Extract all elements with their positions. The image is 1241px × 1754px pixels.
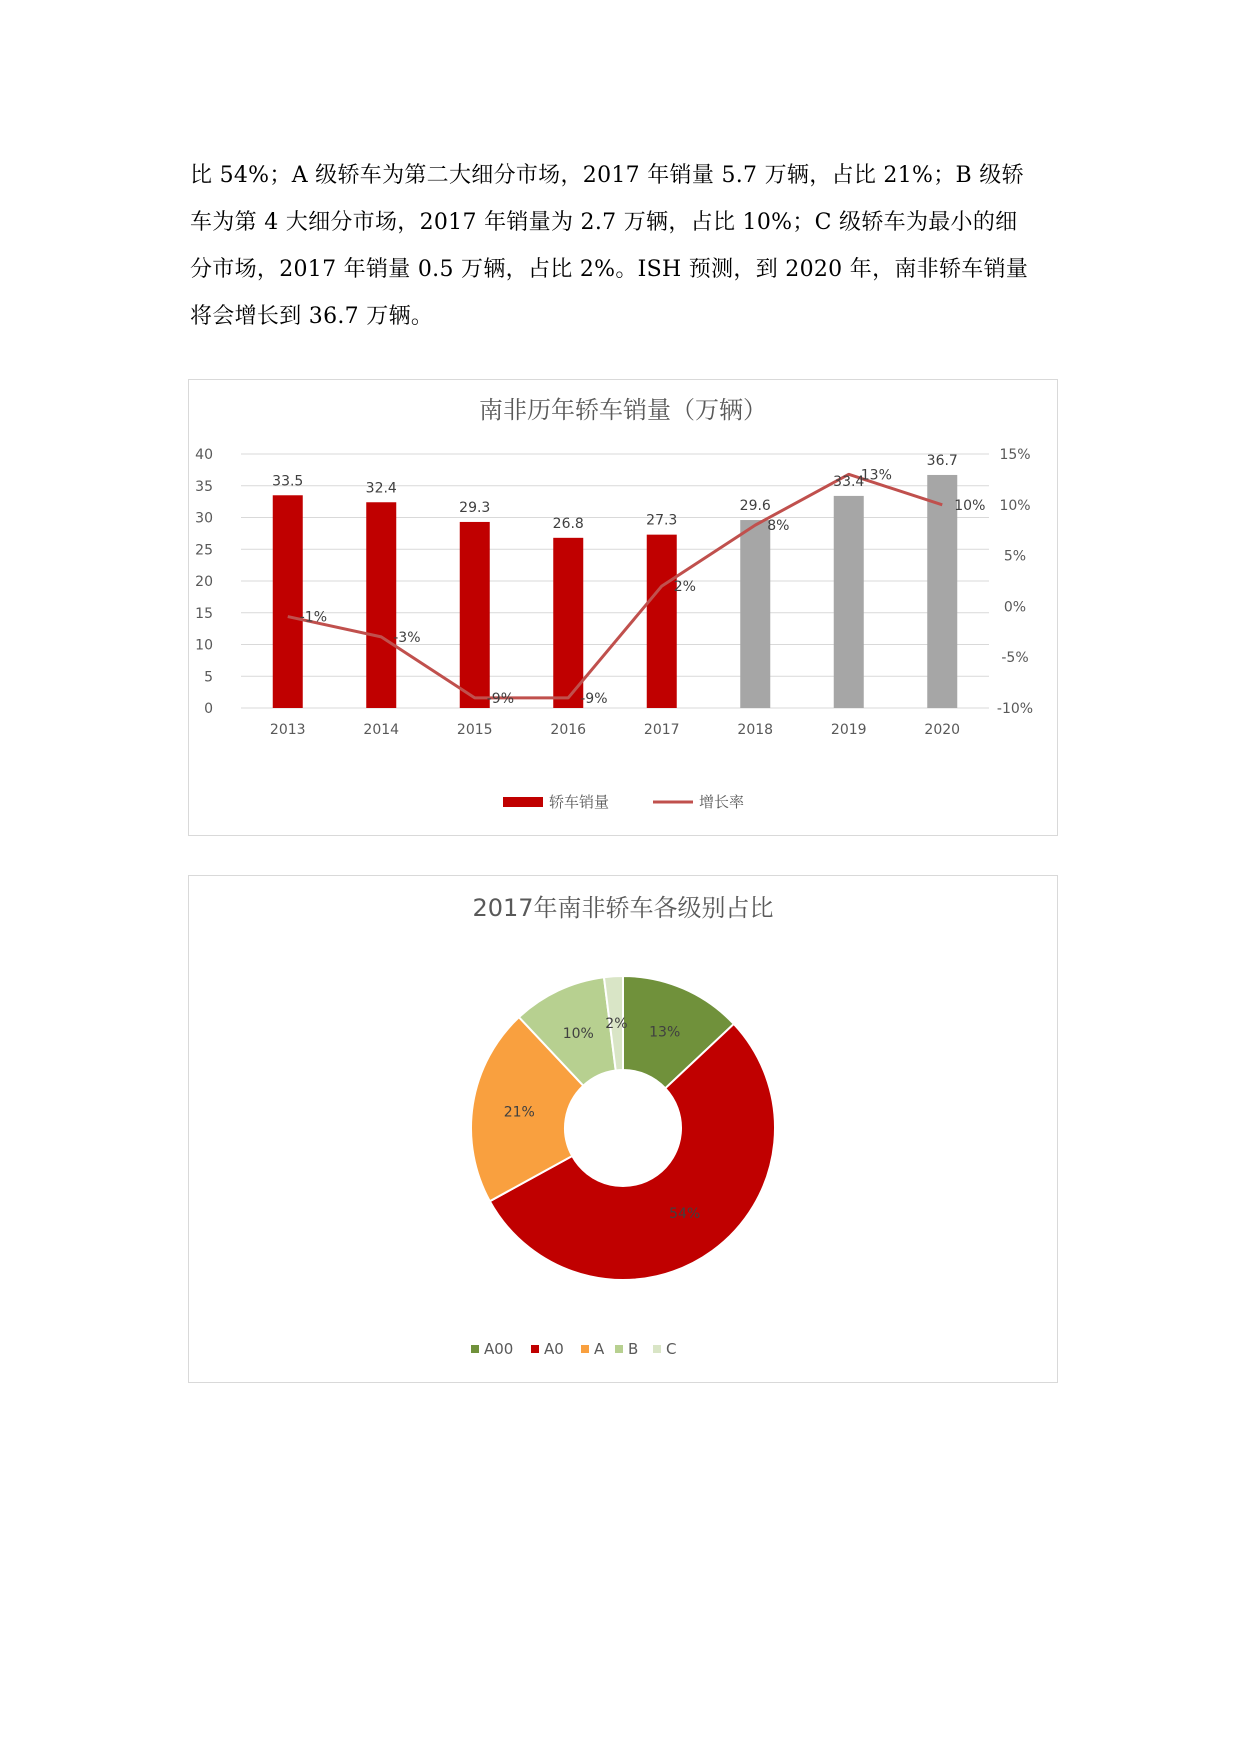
y2-tick-label: -10%: [996, 701, 1034, 717]
slice-value-label: 2%: [605, 1016, 628, 1033]
legend-swatch: [615, 1345, 623, 1353]
paragraph-line: 分市场，2017 年销量 0.5 万辆，占比 2%。ISH 预测，到 2020 年，南非轿车销量: [190, 257, 1029, 282]
paragraph-line: 比 54%；A 级轿车为第二大细分市场，2017 年销量 5.7 万辆，占比 21%；B 级轿: [190, 163, 1024, 188]
growth-value-label: 2%: [673, 579, 696, 596]
growth-value-label: 8%: [767, 518, 790, 535]
share-chart-svg: [189, 876, 1057, 1382]
y2-tick-label: 10%: [999, 497, 1031, 514]
bar-2018: [740, 520, 770, 708]
paragraph-line: 将会增长到 36.7 万辆。: [190, 304, 434, 329]
y2-tick-label: 15%: [999, 447, 1031, 463]
x-tick-label: 2018: [737, 722, 774, 738]
bar-value-label: 29.6: [739, 498, 771, 515]
y-tick-label: 10: [195, 637, 213, 654]
legend-label: A: [594, 1340, 605, 1358]
bar-2020: [927, 475, 957, 708]
growth-value-label: 13%: [860, 467, 892, 484]
sales-chart-svg: [189, 380, 1057, 835]
bar-2016: [553, 538, 583, 708]
legend-swatch: [471, 1345, 479, 1353]
bar-2014: [366, 502, 396, 708]
bar-value-label: 36.7: [926, 452, 958, 469]
legend-label: A00: [484, 1340, 514, 1358]
legend-label: C: [666, 1340, 677, 1358]
sales-chart: [188, 379, 1058, 836]
y-tick-label: 15: [195, 605, 213, 622]
x-tick-label: 2017: [643, 722, 680, 738]
bar-2013: [273, 495, 303, 708]
y-tick-label: 25: [195, 542, 213, 559]
bar-value-label: 33.5: [272, 473, 304, 490]
growth-value-label: -3%: [393, 629, 421, 646]
x-tick-label: 2019: [830, 722, 867, 738]
x-tick-label: 2014: [363, 722, 400, 738]
paragraph-line: 车为第 4 大细分市场，2017 年销量为 2.7 万辆，占比 10%；C 级轿车为最小的细: [190, 210, 1018, 235]
y2-tick-label: 0%: [1003, 599, 1027, 616]
slice-value-label: 21%: [503, 1104, 535, 1121]
legend-swatch: [581, 1345, 589, 1353]
legend-label: A0: [544, 1340, 564, 1358]
y-tick-label: 30: [195, 510, 213, 527]
legend-label-growth: 增长率: [699, 793, 745, 811]
growth-value-label: -9%: [580, 690, 608, 707]
legend-label-sales: 轿车销量: [549, 793, 610, 811]
body-paragraph: [190, 152, 1056, 340]
y-tick-label: 40: [195, 447, 213, 463]
legend-swatch: [653, 1345, 661, 1353]
y2-tick-label: 5%: [1003, 548, 1027, 565]
bar-2017: [647, 535, 677, 708]
slice-value-label: 10%: [562, 1025, 594, 1042]
x-tick-label: 2016: [550, 722, 587, 738]
y2-tick-label: -5%: [1001, 650, 1029, 667]
bar-value-label: 32.4: [365, 480, 397, 497]
y-tick-label: 20: [195, 574, 213, 590]
bar-value-label: 29.3: [459, 499, 491, 516]
legend-label: B: [628, 1340, 639, 1358]
slice-value-label: 54%: [669, 1205, 701, 1222]
bar-value-label: 27.3: [646, 512, 678, 529]
x-tick-label: 2015: [456, 722, 493, 738]
y-tick-label: 5: [204, 669, 213, 686]
bar-2019: [834, 496, 864, 708]
bar-value-label: 33.4: [833, 473, 865, 490]
x-tick-label: 2020: [924, 722, 961, 738]
y-tick-label: 35: [195, 478, 213, 495]
chart-title: 2017年南非轿车各级别占比: [472, 894, 774, 922]
x-tick-label: 2013: [269, 722, 306, 738]
bar-2015: [460, 522, 490, 708]
growth-value-label: -1%: [299, 609, 328, 626]
growth-value-label: 10%: [954, 497, 986, 514]
legend-swatch-sales: [503, 797, 543, 807]
slice-value-label: 13%: [649, 1024, 681, 1041]
bar-value-label: 26.8: [552, 515, 584, 532]
y-tick-label: 0: [204, 701, 213, 717]
chart-title: 南非历年轿车销量（万辆）: [479, 396, 767, 424]
share-chart: [188, 875, 1058, 1383]
growth-value-label: -9%: [486, 690, 515, 707]
legend-swatch: [531, 1345, 539, 1353]
